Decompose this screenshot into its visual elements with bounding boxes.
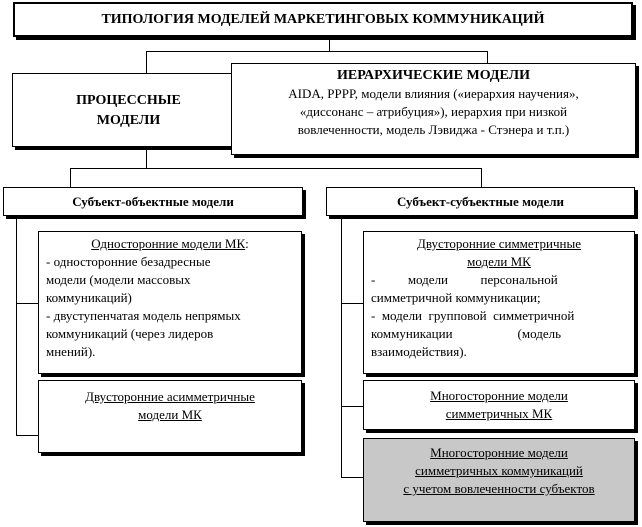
two-way-asym-line2: модели МК (138, 407, 202, 422)
connector (341, 477, 363, 478)
multi-involvement-box (363, 438, 635, 522)
two-way-sym-line: - модели групповой симметричной (371, 308, 575, 323)
connector (341, 406, 363, 407)
connector (481, 168, 482, 187)
one-way-title-colon: : (245, 236, 249, 251)
one-way-title: Односторонние модели МК (91, 236, 246, 251)
two-way-sym-title: Двусторонние симметричные (417, 236, 581, 251)
two-way-sym-line: коммуникации (модель (371, 326, 562, 341)
multi-sym-line2: симметричных МК (445, 406, 553, 421)
hierarchical-models-box (231, 63, 636, 155)
connector (16, 435, 38, 436)
connector (16, 303, 38, 304)
diagram-title (13, 2, 633, 37)
two-way-symmetric-box (363, 231, 635, 374)
subject-subject-label: Субъект-субъектные модели (396, 194, 565, 209)
multi-inv-line3: с учетом вовлеченности субъектов (403, 481, 595, 496)
multi-inv-line2: симметричных коммуникаций (415, 463, 583, 478)
one-way-line: коммуникаций) (46, 290, 132, 305)
hierarchical-line: «диссонанс – атрибуция»), иерархия при низкой (299, 104, 568, 119)
two-way-sym-title: модели МК (467, 254, 531, 269)
two-way-asymmetric-box (38, 380, 302, 453)
connector (329, 38, 330, 51)
connector (487, 51, 488, 63)
multi-inv-line1: Многосторонние модели (430, 445, 568, 460)
title-text: ТИПОЛОГИЯ МОДЕЛЕЙ МАРКЕТИНГОВЫХ КОММУНИКАЦИЙ (101, 12, 545, 27)
connector (341, 303, 363, 304)
connector (146, 147, 147, 168)
multi-sym-line1: Многосторонние модели (430, 388, 568, 403)
one-way-line: коммуникаций (через лидеров (46, 326, 214, 341)
process-models-box (12, 73, 245, 147)
hierarchical-line: вовлеченности, модель Лэвиджа - Стэнера и т.п.) (297, 122, 570, 137)
one-way-models-box (38, 231, 302, 374)
two-way-asym-line1: Двусторонние асимметричные (85, 389, 255, 404)
one-way-line: - двуступенчатая модель непрямых (46, 308, 241, 323)
connector (146, 51, 487, 52)
hierarchical-line: AIDA, PPPP, модели влияния («иерархия научения», (288, 86, 579, 101)
one-way-line: модели (модели массовых (46, 272, 191, 287)
connector (70, 168, 71, 187)
one-way-line: мнений). (46, 344, 96, 359)
two-way-sym-line: взаимодействия). (371, 344, 467, 359)
hierarchical-title: ИЕРАРХИЧЕСКИЕ МОДЕЛИ (336, 68, 531, 83)
two-way-sym-line: симметричной коммуникации; (371, 290, 541, 305)
two-way-sym-line: - модели персональной (371, 272, 558, 287)
subject-subject-header (326, 187, 635, 216)
process-models-line1: ПРОЦЕССНЫЕ (76, 93, 181, 108)
connector (16, 217, 17, 435)
connector (70, 168, 482, 169)
subject-object-header (3, 187, 303, 216)
multi-symmetric-box (363, 380, 635, 430)
subject-object-label: Субъект-объектные модели (72, 194, 234, 209)
connector (146, 51, 147, 73)
one-way-line: - односторонние безадресные (46, 254, 211, 269)
process-models-line2: МОДЕЛИ (96, 113, 161, 128)
connector (341, 217, 342, 477)
